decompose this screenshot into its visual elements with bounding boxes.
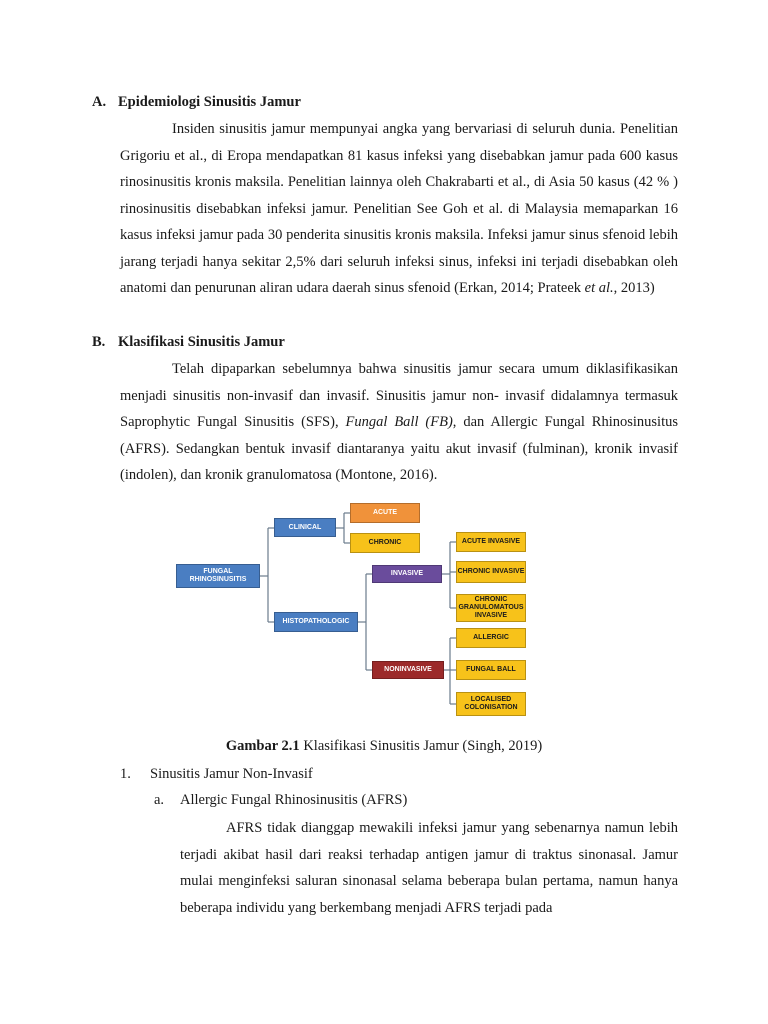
afrs-paragraph — [180, 815, 678, 921]
section-a-letter: A. — [92, 94, 107, 110]
section-b-paragraph — [120, 356, 678, 489]
section-b-italic: Fungal Ball (FB) — [345, 414, 453, 430]
section-b-title: Klasifikasi Sinusitis Jamur — [118, 334, 285, 350]
caption-label: Gambar 2.1 — [225, 738, 300, 754]
section-a-tail: , 2013) — [613, 280, 655, 296]
node-invasive: INVASIVE — [372, 565, 442, 583]
node-chronic-invasive: CHRONIC INVASIVE — [456, 561, 526, 583]
figure-caption — [0, 738, 768, 755]
section-a-text: Insiden sinusitis jamur mempunyai angka yang bervariasi di seluruh dunia. Penelitian Grigoriu et al., di Eropa mendapatkan 81 kasus infeksi yang disebabkan jamur pada 600 kasus rinosinusitis kronis maksila. Penelitian lainnya oleh Chakrabarti et al., di Asia 50 kasus (42 % ) rinosinusitis disebabkan infeksi jamur. Penelitian See Goh et al. di Malaysia memaparkan 16 kasus infeksi jamur pada 30 penderita sinusitis kronis maksila. Infeksi jamur sinus sfenoid lebih jarang terjadi hanya sekitar 2,5% dari seluruh infeksi sinus, infeksi ini terjadi disebabkan oleh anatomi dan penurunan aliran udara daerah sinus sfenoid (Erkan, 2014; Prateek — [120, 121, 678, 296]
list-item-1 — [120, 766, 313, 783]
list-item-1-number: 1. — [120, 766, 131, 782]
section-b-text-2: , dan Allergic Fungal Rhinosinusitus (AFRS). Sedangkan bentuk invasif diantaranya yaitu akut invasif (fulminan), kronik invasif (indolen), dan kronik granulomatosa (Montone, 2016). — [120, 414, 679, 483]
section-a-paragraph — [120, 116, 678, 302]
section-a-italic: et al. — [584, 280, 614, 296]
afrs-text: AFRS tidak dianggap mewakili infeksi jamur yang sebenarnya namun lebih terjadi akibat hasil dari reaksi terhadap antigen jamur di traktus sinonasal. Jamur mulai menginfeksi saluran sinonasal selama beberapa bulan pertama, namun hanya beberapa individu yang berkembang menjadi AFRS terjadi pada — [180, 820, 678, 916]
list-item-a — [154, 792, 407, 809]
node-allergic: ALLERGIC — [456, 628, 526, 648]
node-clinical: CLINICAL — [274, 518, 336, 537]
list-item-a-title: Allergic Fungal Rhinosinusitis (AFRS) — [180, 792, 408, 808]
caption-text: Klasifikasi Sinusitis Jamur (Singh, 2019) — [299, 738, 543, 754]
list-item-a-letter: a. — [154, 792, 165, 808]
section-b-heading — [92, 334, 285, 351]
node-noninvasive: NONINVASIVE — [372, 661, 444, 679]
section-a-heading — [92, 94, 301, 111]
node-chronic: CHRONIC — [350, 533, 420, 553]
node-localised-colonisation: LOCALISED COLONISATION — [456, 692, 526, 716]
section-a-title: Epidemiologi Sinusitis Jamur — [118, 94, 301, 110]
section-b-text-1: Telah dipaparkan sebelumnya bahwa sinusitis jamur secara umum diklasifikasikan menjadi sinusitis non-invasif dan invasif. Sinusitis jamur non- invasif didalamnya termasuk Saprophytic Fungal Sinusitis (SFS), — [120, 361, 678, 430]
node-chronic-granulomatous-invasive: CHRONIC GRANULOMATOUS INVASIVE — [456, 594, 526, 622]
node-fungal-ball: FUNGAL BALL — [456, 660, 526, 680]
list-item-1-title: Sinusitis Jamur Non-Invasif — [150, 766, 313, 782]
node-fungal-rhinosinusitis: FUNGAL RHINOSINUSITIS — [176, 564, 260, 588]
section-b-letter: B. — [92, 334, 106, 350]
classification-diagram — [172, 498, 534, 720]
node-acute-invasive: ACUTE INVASIVE — [456, 532, 526, 552]
node-acute: ACUTE — [350, 503, 420, 523]
node-histopathologic: HISTOPATHOLOGIC — [274, 612, 358, 632]
